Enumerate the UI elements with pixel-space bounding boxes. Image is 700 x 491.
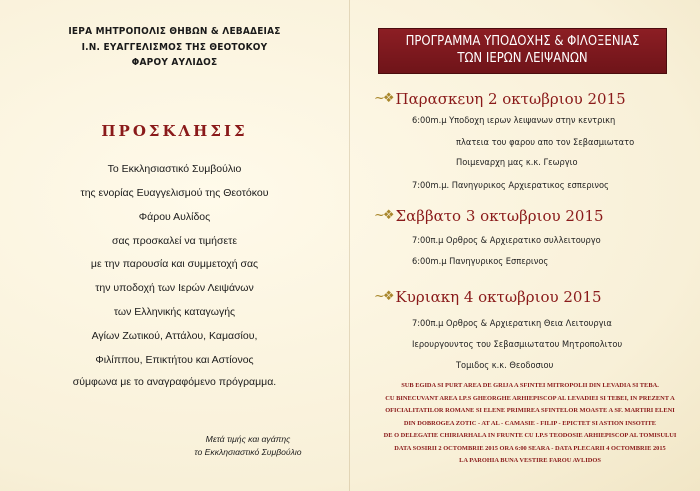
day-heading-sunday	[374, 286, 602, 308]
day-label: Σαββατο 3 οκτωβριου 2015	[395, 206, 604, 225]
romanian-note-line: DIN DOBROGEA ZOTIC - AT AL - CAMASIE - FILIP - EPICTET SI ASTION INSOTITE	[403, 420, 657, 427]
romanian-note-line: LA PAROHIA BUNA VESTIRE FAROU AVLIDOS	[459, 457, 601, 464]
invitation-line: Αγίων Ζωτικού, Αττάλου, Καμασίου,	[91, 330, 258, 342]
day-heading-saturday	[374, 205, 604, 227]
column-divider	[349, 0, 350, 491]
invitation-line: Το Εκκλησιαστικό Συμβούλιο	[107, 163, 242, 175]
day-heading-friday	[374, 88, 626, 110]
banner-title-line1: ΠΡΟΓΡΑΜΜΑ ΥΠΟΔΟΧΗΣ & ΦΙΛΟΞΕΝΙΑΣ	[405, 34, 640, 49]
banner-title-line2: ΤΩΝ ΙΕΡΩΝ ΛΕΙΨΑΝΩΝ	[457, 51, 588, 66]
invitation-line: σύμφωνα με το αναγραφόμενο πρόγραμμα.	[72, 376, 277, 388]
program-banner	[378, 28, 667, 74]
invitation-line: σας προσκαλεί να τιμήσετε	[111, 235, 238, 247]
invitation-line: την υποδοχή των Ιερών Λειψάνων	[95, 282, 254, 294]
signature-greeting: Μετά τιμής και αγάπης	[205, 434, 291, 444]
flourish-icon: ~❖	[374, 289, 393, 304]
invitation-line: με την παρουσία και συμμετοχή σας	[90, 258, 259, 270]
invitation-line: Φάρου Αυλίδος	[138, 211, 211, 223]
romanian-note-line: OFICIALITATILOR ROMANE SI ELENE PRIMIREA SFINTELOR MOASTE A SF. MARTIRI ELENI	[385, 407, 675, 414]
event-line: Τομιδος κ.κ. Θεοδοσιου	[456, 360, 554, 371]
romanian-note-line: DE O DELEGATIE CHIRIARHALA IN FRUNTE CU I.P.S TEODOSIE ARHIEPISCOP AL TOMISULUI	[383, 432, 677, 439]
day-label: Παρασκευη 2 οκτωβριου 2015	[395, 89, 626, 108]
event-line: 6:00m.μ Πανηγυρικος Εσπερινος	[412, 256, 549, 267]
flourish-icon: ~❖	[374, 91, 393, 106]
location-name: ΦΑΡΟΥ ΑΥΛΙΔΟΣ	[131, 57, 218, 68]
event-line: Ιερουργουντος του Σεβασμιωτατου Μητροπολιτου	[412, 339, 623, 350]
day-label: Κυριακη 4 οκτωβριου 2015	[395, 287, 602, 306]
signature-council: το Εκκλησιαστικό Συμβούλιο	[194, 447, 302, 457]
invitation-column	[0, 0, 349, 491]
romanian-note-line: CU BINECUVANT AREA I.P.S GHEORGHE ARHIEPISCOP AL LEVADIEI SI TEBEI, IN PREZENT A	[385, 395, 675, 402]
romanian-note-line: SUB EGIDA SI PURT AREA DE GRIJA A SFINTEI MITROPOLII DIN LEVADIA SI TEBA.	[401, 382, 659, 389]
event-line: πλατεια του φαρου απο τον Σεβασμιωτατο	[456, 137, 635, 148]
invitation-line: των Ελληνικής καταγωγής	[113, 306, 236, 318]
church-name: Ι.Ν. ΕΥΑΓΓΕΛΙΣΜΟΣ ΤΗΣ ΘΕΟΤΟΚΟΥ	[81, 42, 268, 53]
event-line: 7:00m.μ. Πανηγυρικος Αρχιερατικος εσπερινος	[412, 180, 609, 191]
event-line: 7:00π.μ Ορθρος & Αρχιερατικη Θεια Λειτουργια	[412, 318, 612, 329]
invitation-title: ΠΡΟΣΚΛΗΣΙΣ	[101, 122, 248, 140]
event-line: Ποιμεναρχη μας κ.κ. Γεωργιο	[456, 157, 578, 168]
event-line: 6:00m.μ Υποδοχη ιερων λειψανων στην κεντρικη	[412, 115, 616, 126]
invitation-line: της ενορίας Ευαγγελισμού της Θεοτόκου	[80, 187, 269, 199]
romanian-note-line: DATA SOSIRII 2 OCTOMBRIE 2015 ORA 6:00 SEARA - DATA PLECARII 4 OCTOMBRIE 2015	[394, 445, 666, 452]
event-line: 7:00π.μ Ορθρος & Αρχιερατικο συλλειτουργο	[412, 235, 601, 246]
flourish-icon: ~❖	[374, 208, 393, 223]
metropolis-name: ΙΕΡΑ ΜΗΤΡΟΠΟΛΙΣ ΘΗΒΩΝ & ΛΕΒΑΔΕΙΑΣ	[68, 26, 281, 37]
invitation-line: Φιλίππου, Επικτήτου και Αστίονος	[95, 354, 254, 366]
